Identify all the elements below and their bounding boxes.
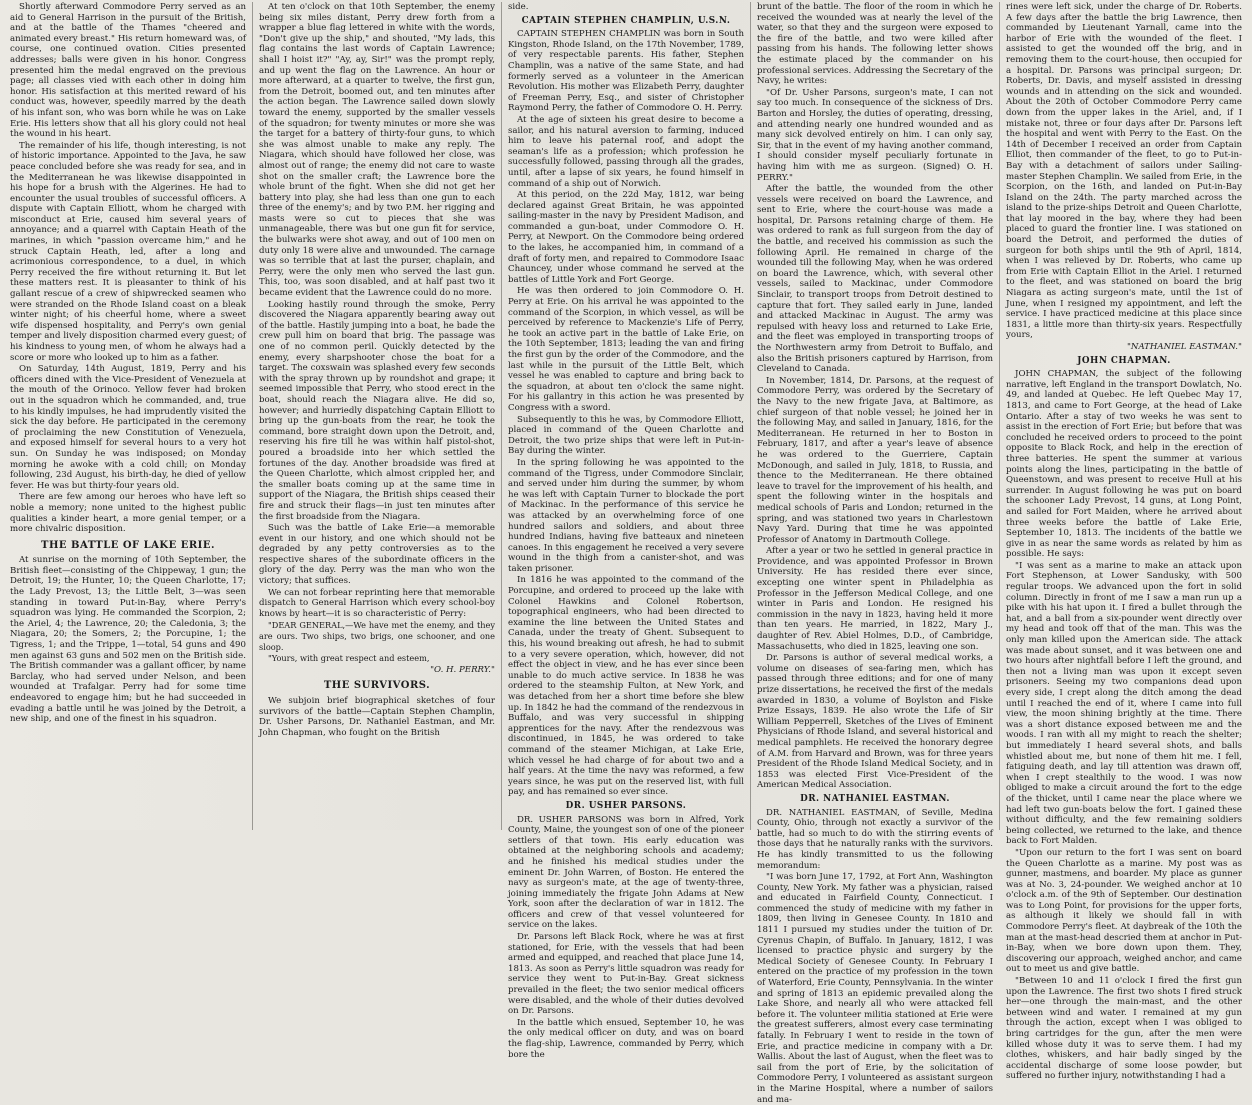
paragraph: "I was born June 17, 1792, at Fort Ann, Washington County, New York. My father was a physician, raised and educated in Fairfield County, Connecticut. I commenced the study of medicine with my father in 1809, then living in Genesee County. In 1810 and 1811 I pursued my studies under the tuition of Dr. Cyrenus Chapin, of Buffalo. In January, 1812, I was licensed to practice physic and surgery by the Medical Society of Genesee County. In February I entered on the practice of my profession in the town of Waterford, Erie County, Pennsylvania. In the winter and spring of 1813 an epidemic prevailed along the Lake Shore, and nearly all who were attacked fell before it. The volunteer militia stationed at Erie were the greatest sufferers, almost every case terminating fatally. In February I went to reside in the town of Erie, and practice medicine in company with a Dr. Wallis. About the last of August, when the fleet was to sail from the port of Erie, by the solicitation of Commodore Perry, I volunteered as assistant surgeon in the Marine Hospital, where a number of sailors and ma-	[757, 872, 993, 1105]
paragraph: In the spring following he was appointed to the command of the Tigress, under Commodore Sinclair, and served under him during the summer, by whom he was left with Captain Turner to blockade the port of Mackinac. In the performance of this service he was attacked by an overwhelming force of one hundred sailors and soldiers, and about three hundred Indians, having five batteaux and nineteen canoes. In this engagement he received a very severe wound in the thigh from a canister-shot, and was taken prisoner.	[508, 457, 744, 574]
quoted-dispatch: "DEAR GENERAL,—We have met the enemy, and they are ours. Two ships, two brigs, one schooner, and one sloop.	[259, 620, 495, 652]
paragraph: We subjoin brief biographical sketches of four survivors of the battle—Captain Stephen Champlin, Dr. Usher Parsons, Dr. Nathaniel Eastman, and Mr. John Chapman, who fought on the British	[259, 696, 495, 738]
paragraph: Dr. Parsons is author of several medical works, a volume on diseases of sea-faring men, which has passed through three editions; and for one of many prize dissertations, he received the first of the medals awarded in 1830, a volume of Boylston and Fiske Prize Essays, 1839. He also wrote the Life of Sir William Pepperrell, Sketches of the Lives of Eminent Physicians of Rhode Island, and several historical and medical pamphlets. He received the honorary degree of A.M. from Harvard and Brown, was for three years President of the Rhode Island Medical Society, and in 1853 was elected First Vice-President of the American Medical Association.	[757, 653, 993, 791]
signature-line: "O. H. PERRY."	[430, 664, 495, 675]
paragraph: side.	[508, 2, 529, 12]
paragraph: He was then ordered to join Commodore O. H. Perry at Erie. On his arrival he was appointed to the command of the Scorpion, in which vessel, as will be perceived by reference to Mackenzie's Life of Perry, he took an active part in the battle of Lake Erie, on the 10th September, 1813; leading the van and firing the first gun by the order of the Commodore, and the last while in the pursuit of the Little Belt, which vessel he was enabled to capture and bring back to the squadron, at about ten o'clock the same night. For his gallantry in this action he was presented by Congress with a sword.	[508, 286, 744, 413]
column-5	[1000, 2, 1248, 1082]
paragraph: "I was sent as a marine to make an attack upon Fort Stephenson, at Lower Sandusky, with 500 regular troops. We advanced upon the fort in solid column. Directly in front of me I saw a man run up a pike with his hat upon it. I fired a bullet through the hat, and a ball from a six-pounder went directly over my head and took off that of the man. This was the only man killed upon the American side. The attack was made about sunset, and it was between one and two hours after nightfall before I left the ground, and then not a living man was upon it except seven prisoners. Seeing my two companions dead upon every side, I crept along the ditch among the dead until I reached the end of it, where I came into full view, the moon shining brightly at the time. There was a short distance exposed between me and the woods. I ran with all my might to reach the shelter; but immediately I heard several shots, and balls whistled about me, but none of them hit me. I fell, fatiguing death, and lay till attention was drawn off, when I crept stealthily to the wood. I was now obliged to make a circuit around the fort to the edge of the thicket, until I came near the place where we had left two gun-boats below the fort. I gained these without difficulty, and the few remaining soldiers being collected, we returned to the lake, and thence back to Fort Malden.	[1006, 560, 1242, 847]
paragraph: "Of Dr. Usher Parsons, surgeon's mate, I can not say too much. In consequence of the sickness of Drs. Barton and Horsley, the duties of operating, dressing, and attending nearly one hundred wounded and as many sick devolved entirely on him. I can only say, Sir, that in the event of my having another command, I should consider myself peculiarly fortunate in having him with me as surgeon. (Signed) O. H. PERRY."	[757, 87, 993, 183]
paragraph: Shortly afterward Commodore Perry served as an aid to General Harrison in the pursuit of the British, and at the battle of the Thames "cheered and animated every breast." His return homeward was, of course, one continued ovation. Cities presented addresses; balls were given in his honor. Congress presented him the medal engraved on the previous page; all classes vied with each other in doing him honor. His satisfaction at this merited reward of his conduct was, however, speedily marred by the death of his infant son, who was born while he was on Lake Erie. His letters show that all his glory could not heal the wound in his heart.	[10, 2, 246, 140]
column-4	[751, 2, 1000, 1105]
paragraph: At this period, on the 22d May, 1812, war being declared against Great Britain, he was appointed sailing-master in the navy by President Madison, and commanded a gun-boat, under Commodore O. H. Perry, at Newport. On the Commodore being ordered to the lakes, he accompanied him, in command of a draft of forty men, and repaired to Commodore Isaac Chauncey, under whose command he served at the battles of Little York and Fort George.	[508, 190, 744, 285]
column-2	[253, 2, 502, 830]
paragraph: In 1816 he was appointed to the command of the Porcupine, and ordered to proceed up the lake with Colonel Hawkins and Colonel Robertson, topographical engineers, who had been directed to examine the line between the United States and Canada, under the treaty of Ghent. Subsequent to this, his wound breaking out afresh, he had to submit to a very severe operation, which, however, did not effect the object in view, and he has ever since been unable to do much active service. In 1838 he was ordered to the steamship Fulton, at New York, and was detached from her a short time before she blew up. In 1842 he had the command of the rendezvous in Buffalo, and was very successful in shipping apprentices for the navy. After the rendezvous was discontinued, in 1845, he was ordered to take command of the steamer Michigan, at Lake Erie, which vessel he had charge of for about two and a half years. At the time the navy was reformed, a few years since, he was put on the reserved list, with full pay, and has remained so ever since.	[508, 575, 744, 798]
paragraph: At the age of sixteen his great desire to become a sailor, and his natural aversion to farming, induced him to leave his paternal roof, and adopt the seaman's life as a profession; which profession he successfully followed, passing through all the grades, until, after a lapse of six years, he found himself in command of a ship out of Norwich.	[508, 114, 744, 189]
paragraph: There are few among our heroes who have left so noble a memory; none united to the highest public qualities a kinder heart, a more genial temper, or a more chivalric disposition.	[10, 492, 246, 535]
paragraph: At ten o'clock on that 10th September, the enemy being six miles distant, Perry drew forth from a wrapper a blue flag lettered in white with the words, "Don't give up the ship," and shouted, "My lads, this flag contains the last words of Captain Lawrence; shall I hoist it?" "Ay, ay, Sir!" was the prompt reply, and up went the flag on the Lawrence. An hour or more afterward, at a quarter to twelve, the first gun, from the Detroit, boomed out, and ten minutes after the action began. The Lawrence sailed down slowly toward the enemy, supported by the smaller vessels of the squadron; for twenty minutes or more she was the target for a battery of thirty-four guns, to which she was almost unable to make any reply. The Niagara, which should have followed her close, was almost out of range; the enemy did not care to waste shot on the smaller craft; the Lawrence bore the whole brunt of the fight. When she did not get her battery into play, she had less than one gun to each three of the enemy's; and by two P.M. her rigging and masts were so cut to pieces that she was unmanageable, there was but one gun fit for service, the bulwarks were shot away, and out of 100 men on duty only 18 were alive and unwounded. The carnage was so terrible that at last the purser, chaplain, and Perry, were the only men who served the last gun. This, too, was soon disabled, and at half past two it became evident that the Lawrence could do no more.	[259, 2, 495, 299]
paragraph: In the battle which ensued, September 10, he was the only medical officer on duty, and was on board the flag-ship, Lawrence, commanded by Perry, which bore the	[508, 1017, 744, 1060]
paragraph: CAPTAIN STEPHEN CHAMPLIN was born in South Kingston, Rhode Island, on the 17th November, 1789, of very respectable parents. His father, Stephen Champlin, was a native of the same State, and had formerly served as a volunteer in the American Revolution. His mother was Elizabeth Perry, daughter of Freeman Perry, Esq., and sister of Christopher Raymond Perry, the father of Commodore O. H. Perry.	[508, 29, 744, 114]
biography-heading: DR. USHER PARSONS.	[565, 800, 687, 811]
section-heading: THE SURVIVORS.	[323, 680, 431, 692]
paragraph: The remainder of his life, though interesting, is not of historic importance. Appointed to the Java, he saw peace concluded before she was ready for sea, and in the Mediterranean he was likewise disappointed in his hope for a brush with the Algerines. He had to encounter the usual troubles of successful officers. A dispute with Captain Elliott, whom he charged with misconduct at Erie, caused him several years of annoyance; and a quarrel with Captain Heath of the marines, in which "passion overcame him," and he struck Captain Heath, led, after a long and acrimonious correspondence, to a duel, in which Perry received the fire without returning it. But let these matters rest. It is pleasanter to think of his gallant rescue of a crew of shipwrecked seamen who were stranded on the Rhode Island coast on a bleak winter night; of his cheerful home, where a sweet wife dispensed hospitality, and Perry's own genial temper and lively disposition charmed every guest; of his kindness to young men, of whom he always had a score or more who looked up to him as a father.	[10, 140, 246, 363]
column-3	[502, 2, 751, 1060]
paragraph: After a year or two he settled in general practice in Providence, and was appointed Professor in Brown University. He has resided there ever since, excepting one winter spent in Philadelphia as Professor in the Jefferson Medical College, and one winter in Paris and London. He resigned his commission in the navy in 1823, having held it more than ten years. He married, in 1822, Mary J., daughter of Rev. Abiel Holmes, D.D., of Cambridge, Massachusetts, who died in 1825, leaving one son.	[757, 546, 993, 652]
paragraph: brunt of the battle. The floor of the room in which he received the wounded was at nearly the level of the water, so that they and the surgeon were exposed to the fire of the battle, and two were killed after passing from his hands. The following letter shows the estimate placed by the commander on his professional services. Addressing the Secretary of the Navy, he writes:	[757, 2, 993, 87]
section-heading: THE BATTLE OF LAKE ERIE.	[41, 539, 215, 551]
biography-heading: DR. NATHANIEL EASTMAN.	[800, 793, 950, 804]
paragraph: Looking hastily round through the smoke, Perry discovered the Niagara apparently bearing away out of the battle. Hastily jumping into a boat, he bade the crew pull him on board that brig. The passage was one of no common peril. Quickly detected by the enemy, every sharpshooter chose the boat for a target. The coxswain was splashed every few seconds with the spray thrown up by roundshot and grape; it seemed impossible that Perry, who stood erect in the boat, should reach the Niagara alive. He did so, however; and hurriedly dispatching Captain Elliott to bring up the gun-boats from the rear, he took the command, bore straight down upon the Detroit, and, reserving his fire till he was within half pistol-shot, poured a broadside into her which settled the fortunes of the day. Another broadside was fired at the Queen Charlotte, which almost crippled her, and the smaller boats coming up at the same time in support of the Niagara, the British ships ceased their fire and struck their flags—in just ten minutes after the first broadside from the Niagara.	[259, 299, 495, 522]
paragraph: Dr. Parsons left Black Rock, where he was at first stationed, for Erie, with the vessels that had been armed and equipped, and reached that place June 14, 1813. As soon as Perry's little squadron was ready for service they went to Put-in-Bay. Great sickness prevailed in the fleet; the two senior medical officers were disabled, and the whole of their duties devolved on Dr. Parsons.	[508, 932, 744, 1017]
quoted-dispatch: "Yours, with great respect and esteem,	[268, 653, 430, 664]
paragraph: DR. USHER PARSONS was born in Alfred, York County, Maine, the youngest son of one of the pioneer settlers of that town. His early education was obtained at the neighboring schools and academy; and he finished his medical studies under the eminent Dr. John Warren, of Boston. He entered the navy as surgeon's mate, at the age of twenty-three, joining immediately the frigate John Adams at New York, soon after the declaration of war in 1812. The officers and crew of that vessel volunteered for service on the lakes.	[508, 814, 744, 931]
paragraph: We can not forbear reprinting here that memorable dispatch to General Harrison which every school-boy knows by heart—it is so characteristic of Perry:	[259, 587, 495, 619]
paragraph: DR. NATHANIEL EASTMAN, of Seville, Medina County, Ohio, through not exactly a survivor of the battle, had so much to do with the stirring events of those days that he naturally ranks with the survivors. He has kindly transmitted to us the following memorandum:	[757, 807, 993, 871]
paragraph: JOHN CHAPMAN, the subject of the following narrative, left England in the transport Dowlatch, No. 49, and landed at Quebec. He left Quebec May 17, 1813, and came to Fort George, at the head of Lake Ontario. After a stay of two weeks he was sent to assist in the erection of Fort Erie; but before that was concluded he received orders to proceed to the point opposite to Black Rock, and help in the erection of three batteries. He spent the summer at various points along the lines, participating in the battle of Queenstown, and was present to receive Hull at his surrender. In August following he was put on board the schooner Lady Prevost, 14 guns, at Long Point, and sailed for Fort Maiden, where he arrived about three weeks before the battle of Lake Erie, September 10, 1813. The incidents of the battle we give in as near the same words as related by him as possible. He says:	[1006, 369, 1242, 560]
paragraph: On Saturday, 14th August, 1819, Perry and his officers dined with the Vice-President of Venezuela at the mouth of the Orinoco. Yellow fever had broken out in the squadron which he commanded, and, true to his kindly impulses, he had imprudently visited the sick the day before. He participated in the ceremony of proclaiming the new Constitution of Venezuela, and exposed himself for several hours to a very hot sun. On Sunday he was indisposed; on Monday morning he awoke with a cold chill; on Monday following, 23d August, his birth-day, he died of yellow fever. He was but thirty-four years old.	[10, 364, 246, 491]
biography-heading: CAPTAIN STEPHEN CHAMPLIN, U.S.N.	[521, 15, 731, 26]
paragraph: rines were left sick, under the charge of Dr. Roberts. A few days after the battle the brig Lawrence, then commanded by Lieutenant Yarnall, came into the harbor of Erie with the wounded of the fleet. I assisted to get the wounded off the brig, and in removing them to the court-house, then occupied for a hospital. Dr. Parsons was principal surgeon; Dr. Roberts, Dr. Davis, and myself assisted in dressing wounds and in attending on the sick and wounded. About the 20th of October Commodore Perry came down from the upper lakes in the Ariel, and, if I mistake not, three or four days after Dr. Parsons left the hospital and went with Perry to the East. On the 14th of December I received an order from Captain Elliot, then commander of the fleet, to go to Put-in-Bay with a detachment of sailors under Sailing-master Stephen Champlin. We sailed from Erie, in the Scorpion, on the 16th, and landed on Put-in-Bay Island on the 24th. The party marched across the island to the prize-ships Detroit and Queen Charlotte, that lay moored in the bay, where they had been placed to guard the frontier line. I was stationed on board the Detroit, and performed the duties of surgeon for both ships until the 9th of April, 1814, when I was relieved by Dr. Roberts, who came up from Erie with Captain Elliot in the Ariel. I returned to the fleet, and was stationed on board the brig Niagara as acting surgeon's mate, until the 1st of June, when I resigned my appointment, and left the service. I have practiced medicine at this place since 1831, a little more than thirty-six years. Respectfully yours,	[1006, 2, 1242, 341]
paragraph: "Upon our return to the fort I was sent on board the Queen Charlotte as a marine. My post was as gunner, mastmens, and boarder. My place as gunner was at No. 3, 24-pounder. We weighed anchor at 10 o'clock a.m. of the 9th of September. Our destination was to Long Point, for provisions for the upper forts, as although it likely we should fall in with Commodore Perry's fleet. At daybreak of the 10th the man at the mast-head descried them at anchor in Put-in-Bay, when we bore down upon them. They, discovering our approach, weighed anchor, and came out to meet us and give battle.	[1006, 847, 1242, 975]
paragraph: "Between 10 and 11 o'clock I fired the first gun upon the Lawrence. The first two shots I fired struck her—one through the main-mast, and the other between wind and water. I remained at my gun through the action, except when I was obliged to bring cartridges for the gun, after the men were killed whose duty it was to serve them. I had my clothes, whiskers, and hair badly singed by the accidental discharge of some loose powder, but suffered no further injury, notwithstanding I had a	[1006, 976, 1242, 1082]
paragraph: Such was the battle of Lake Erie—a memorable event in our history, and one which should not be degraded by any petty controversies as to the respective shares of the subordinate officers in the glory of the day. Perry was the man who won the victory; that suffices.	[259, 523, 495, 587]
signature-line: "NATHANIEL EASTMAN."	[1126, 342, 1242, 352]
paragraph: At sunrise on the morning of 10th September, the British fleet—consisting of the Chippeway, 1 gun; the Detroit, 19; the Hunter, 10; the Queen Charlotte, 17; the Lady Prevost, 13; the Little Belt, 3—was seen standing in toward Put-in-Bay, where Perry's squadron was lying. He commanded the Scorpion, 2; the Ariel, 4; the Lawrence, 20; the Caledonia, 3; the Niagara, 20; the Somers, 2; the Porcupine, 1; the Tigress, 1; and the Trippe, 1—total, 54 guns and 490 men against 63 guns and 502 men on the British side. The British commander was a gallant officer, by name Barclay, who had served under Nelson, and been wounded at Trafalgar. Perry had for some time endeavored to engage him; but he had succeeded in evading a battle until he was joined by the Detroit, a new ship, and one of the finest in his squadron.	[10, 555, 246, 725]
paragraph: Subsequently to this he was, by Commodore Elliott, placed in command of the Queen Charlotte and Detroit, the two prize ships that were left in Put-in-Bay during the winter.	[508, 414, 744, 457]
column-1	[4, 2, 253, 830]
biography-heading: JOHN CHAPMAN.	[1077, 355, 1171, 366]
paragraph: After the battle, the wounded from the other vessels were received on board the Lawrence, and sent to Erie, where the court-house was made a hospital, Dr. Parsons retaining charge of them. He was ordered to rank as full surgeon from the day of the battle, and received his commission as such the following April. He remained in charge of the wounded till the following May, when he was ordered on board the Lawrence, which, with several other vessels, sailed to Mackinac, under Commodore Sinclair, to transport troops from Detroit destined to capture that fort. They sailed early in June, landed and attacked Mackinac in August. The army was repulsed with heavy loss and returned to Lake Erie, and the fleet was employed in transporting troops of the Northwestern army from Detroit to Buffalo, and also the British prisoners captured by Harrison, from Cleveland to Canada.	[757, 184, 993, 375]
paragraph: In November, 1814, Dr. Parsons, at the request of Commodore Perry, was ordered by the Secretary of the Navy to the new frigate Java, at Baltimore, as chief surgeon of that noble vessel; he joined her in the following May, and sailed in January, 1816, for the Mediterranean. He returned in her to Boston in February, 1817, and after a year's leave of absence he was ordered to the Guerriere, Captain McDonough, and sailed in July, 1818, to Russia, and thence to the Mediterranean. He there obtained leave to travel for the improvement of his health, and spent the following winter in the hospitals and medical schools of Paris and London; returned in the spring, and was stationed two years in Charlestown Navy Yard. During that time he was appointed Professor of Anatomy in Dartmouth College.	[757, 375, 993, 545]
